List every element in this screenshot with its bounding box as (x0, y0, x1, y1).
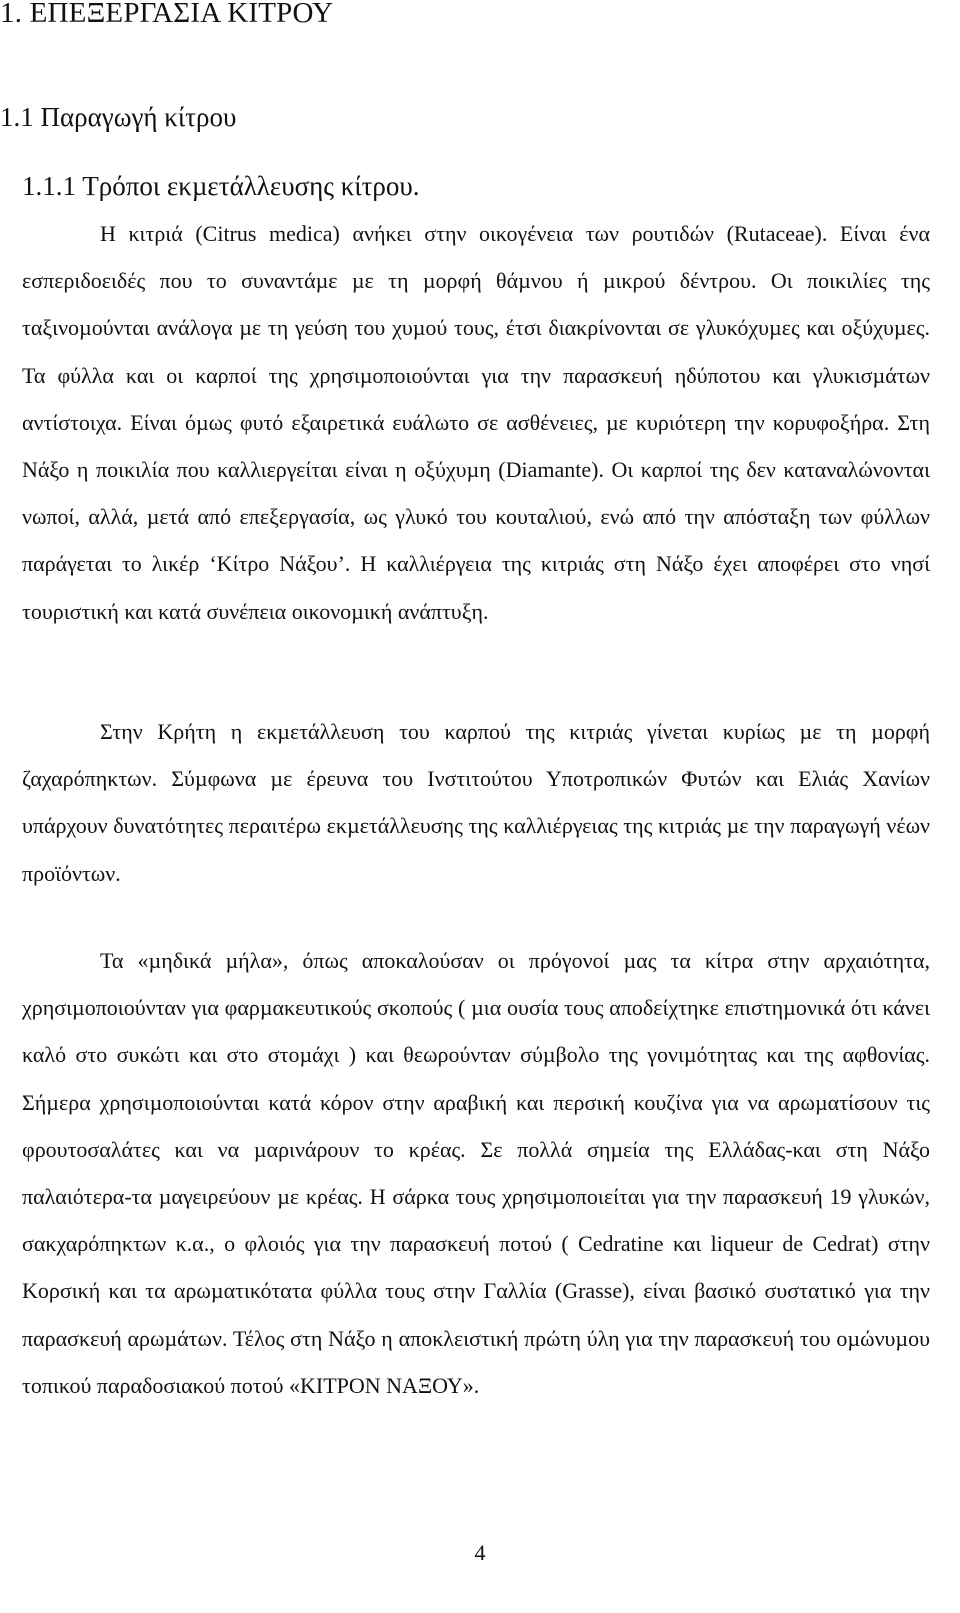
body-paragraph: Η κιτριά (Citrus medica) ανήκει στην οικογένεια των ρουτιδών (Rutaceae). Είναι ένα εσπεριδοειδές που το συναντάµε µε τη µορφή θάµνου ή µικρού δέντρου. Οι ποικιλίες της ταξινοµούνται ανάλογα µε τη γεύση του χυµού τους, έτσι διακρίνονται σε γλυκόχυµες και οξύχυµες. Τα φύλλα και οι καρποί της χρησιµοποιούνται για την παρασκευή ηδύποτου και γλυκισµάτων αντίστοιχα. Είναι όµως φυτό εξαιρετικά ευάλωτο σε ασθένειες, µε κυριότερη την κορυφοξήρα. Στη Νάξο η ποικιλία που καλλιεργείται είναι η οξύχυµη (Diamante). Οι καρποί της δεν καταναλώνονται νωποί, αλλά, µετά από επεξεργασία, ως γλυκό του κουταλιού, ενώ από την απόσταξη των φύλλων παράγεται το λικέρ ‘Κίτρο Νάξου’. Η καλλιέργεια της κιτριάς στη Νάξο έχει αποφέρει στο νησί τουριστική και κατά συνέπεια οικονοµική ανάπτυξη. (22, 221, 930, 624)
body-paragraph: Στην Κρήτη η εκµετάλλευση του καρπού της κιτριάς γίνεται κυρίως µε τη µορφή ζαχαρόπηκτων. Σύµφωνα µε έρευνα του Ινστιτούτου Υποτροπικών Φυτών και Ελιάς Χανίων υπάρχουν δυνατότητες περαιτέρω εκµετάλλευσης της καλλιέργειας της κιτριάς µε την παραγωγή νέων προϊόντων. (22, 719, 930, 886)
body-paragraph: Τα «µηδικά µήλα», όπως αποκαλούσαν οι πρόγονοί µας τα κίτρα στην αρχαιότητα, χρησιµοποιούνταν για φαρµακευτικούς σκοπούς ( µια ουσία τους αποδείχτηκε επιστηµονικά ότι κάνει καλό στο συκώτι και στο στοµάχι ) και θεωρούνταν σύµβολο της γονιµότητας και της αφθονίας. Σήµερα χρησιµοποιούνται κατά κόρον στην αραβική και περσική κουζίνα για να αρωµατίσουν τις φρουτοσαλάτες και να µαρινάρουν το κρέας. Σε πολλά σηµεία της Ελλάδας-και στη Νάξο παλαιότερα-τα µαγειρεύουν µε κρέας. Η σάρκα τους χρησιµοποιείται για την παρασκευή 19 γλυκών, σακχαρόπηκτων κ.α., ο φλοιός για την παρασκευή ποτού ( Cedratine και liqueur de Cedrat) στην Κορσική και τα αρωµατικότατα φύλλα τους στην Γαλλία (Grasse), είναι βασικό συστατικό για την παρασκευή αρωµάτων. Τέλος στη Νάξο η αποκλειστική πρώτη ύλη για την παρασκευή του οµώνυµου τοπικού παραδοσιακού ποτού «ΚΙΤΡΟΝ ΝΑΞΟΥ». (22, 948, 930, 1398)
chapter-heading: 1. ΕΠΕΞΕΡΓΑΣΙΑ ΚΙΤΡΟΥ (0, 0, 334, 29)
subsection-heading: 1.1.1 Τρόποι εκµετάλλευσης κίτρου. (22, 171, 420, 201)
page-number: 4 (474, 1540, 486, 1565)
section-heading: 1.1 Παραγωγή κίτρου (0, 102, 237, 132)
